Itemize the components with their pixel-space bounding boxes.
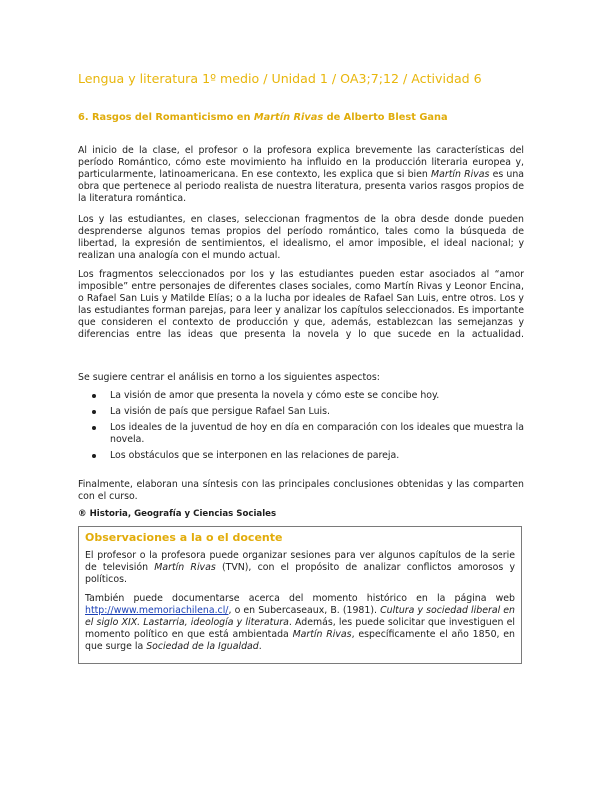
- notes-p1-text-b: (TVN), con el propósito de analizar conflictos amorosos y políticos.: [85, 562, 515, 585]
- activity-title-work: Martín Rivas: [253, 112, 324, 123]
- list-item-text: Los ideales de la juventud de hoy en día en comparación con los ideales que muestra la novela.: [110, 422, 524, 445]
- notes-p2-text-a: También puede documentarse acerca del momento histórico en la página web: [85, 593, 515, 604]
- activity-title-suffix: de Alberto Blest Gana: [323, 112, 448, 123]
- bullet-icon: [92, 426, 96, 430]
- paragraph-fragments: Los fragmentos seleccionados por los y las estudiantes pueden estar asociados al “amor imposible” entre personajes de diferentes clases sociales, como Martín Rivas y Leonor Encina, o Rafael San Luis y Matilde Elías; o a la lucha por ideales de Rafael San Luis, entre otros. Los y las estudiantes forman parejas, para leer y analizar los capítulos seleccionados. Es importante que consideren el contexto de producción y que, además, establezcan las semejanzas y diferencias entre las ideas que presenta la novela y lo que sucede en la actualidad.: [78, 269, 524, 340]
- teacher-notes-paragraph-1: [85, 550, 515, 586]
- list-item-text: La visión de amor que presenta la novela y cómo este se concibe hoy.: [110, 390, 440, 401]
- aspects-list: [78, 390, 524, 466]
- list-item: [78, 406, 524, 418]
- notes-p2-text-b: , o en Subercaseaux, B. (1981).: [228, 605, 381, 616]
- paragraph-students: Los y las estudiantes, en clases, seleccionan fragmentos de la obra desde donde pueden desprenderse algunos temas propios del período romántico, tales como la búsqueda de libertad, la expresión de sentimientos, el idealismo, el amor imposible, el ideal nacional; y realizan una analogía con el mundo actual.: [78, 214, 524, 261]
- notes-p2-work: Martín Rivas: [292, 629, 352, 640]
- list-item-text: La visión de país que persigue Rafael San Luis.: [110, 406, 330, 417]
- bullet-icon: [92, 394, 96, 398]
- paragraph-suggestion: Se sugiere centrar el análisis en torno a los siguientes aspectos:: [78, 372, 380, 383]
- teacher-notes-paragraph-2: [85, 593, 515, 653]
- teacher-notes-title: Observaciones a la o el docente: [85, 531, 283, 544]
- notes-p2-text-e: .: [258, 641, 262, 652]
- teacher-notes-box: [78, 526, 522, 664]
- paragraph-intro-work: Martín Rivas: [431, 169, 490, 180]
- notes-p1-text-a: El profesor o la profesora puede organizar sesiones para ver algunos capítulos de la serie de televisión: [85, 550, 515, 573]
- subject-tag: ® Historia, Geografía y Ciencias Sociales: [78, 509, 277, 519]
- paragraph-intro-text-a: Al inicio de la clase, el profesor o la profesora explica brevemente las características del período Romántico, cómo este movimiento ha influido en la producción literaria europea y, particularmente, latinoamericana. En ese contexto, les explica que si bien: [78, 145, 524, 180]
- notes-p2-book: Cultura y sociedad liberal en el siglo XIX. Lastarria, ideología y literatura: [85, 605, 515, 628]
- paragraph-conclusion: Finalmente, elaboran una síntesis con las principales conclusiones obtenidas y las comparten con el curso.: [78, 479, 524, 502]
- notes-p2-text-d: , específicamente el año 1850, en que surge la: [85, 629, 515, 652]
- breadcrumb-header: Lengua y literatura 1º medio / Unidad 1 / OA3;7;12 / Actividad 6: [78, 71, 482, 86]
- activity-title: [78, 112, 538, 123]
- notes-p2-text-c: . Además, les puede solicitar que investiguen el momento político en que está ambientada: [85, 617, 515, 640]
- bullet-icon: [92, 454, 96, 458]
- list-item: [78, 422, 524, 446]
- list-item-text: Los obstáculos que se interponen en las relaciones de pareja.: [110, 450, 400, 461]
- list-item: [78, 390, 524, 402]
- list-item: [78, 450, 524, 462]
- bullet-icon: [92, 410, 96, 414]
- paragraph-intro-text-b: es una obra que pertenece al periodo realista de nuestra literatura, presenta varios rasgos propios de la literatura romántica.: [78, 169, 525, 204]
- notes-p2-society: Sociedad de la Igualdad: [146, 641, 259, 652]
- notes-p1-work: Martín Rivas: [154, 562, 216, 573]
- activity-title-prefix: 6. Rasgos del Romanticismo en: [78, 112, 254, 123]
- paragraph-intro: [78, 145, 524, 205]
- memoria-chilena-link[interactable]: http://www.memoriachilena.cl/: [85, 605, 229, 616]
